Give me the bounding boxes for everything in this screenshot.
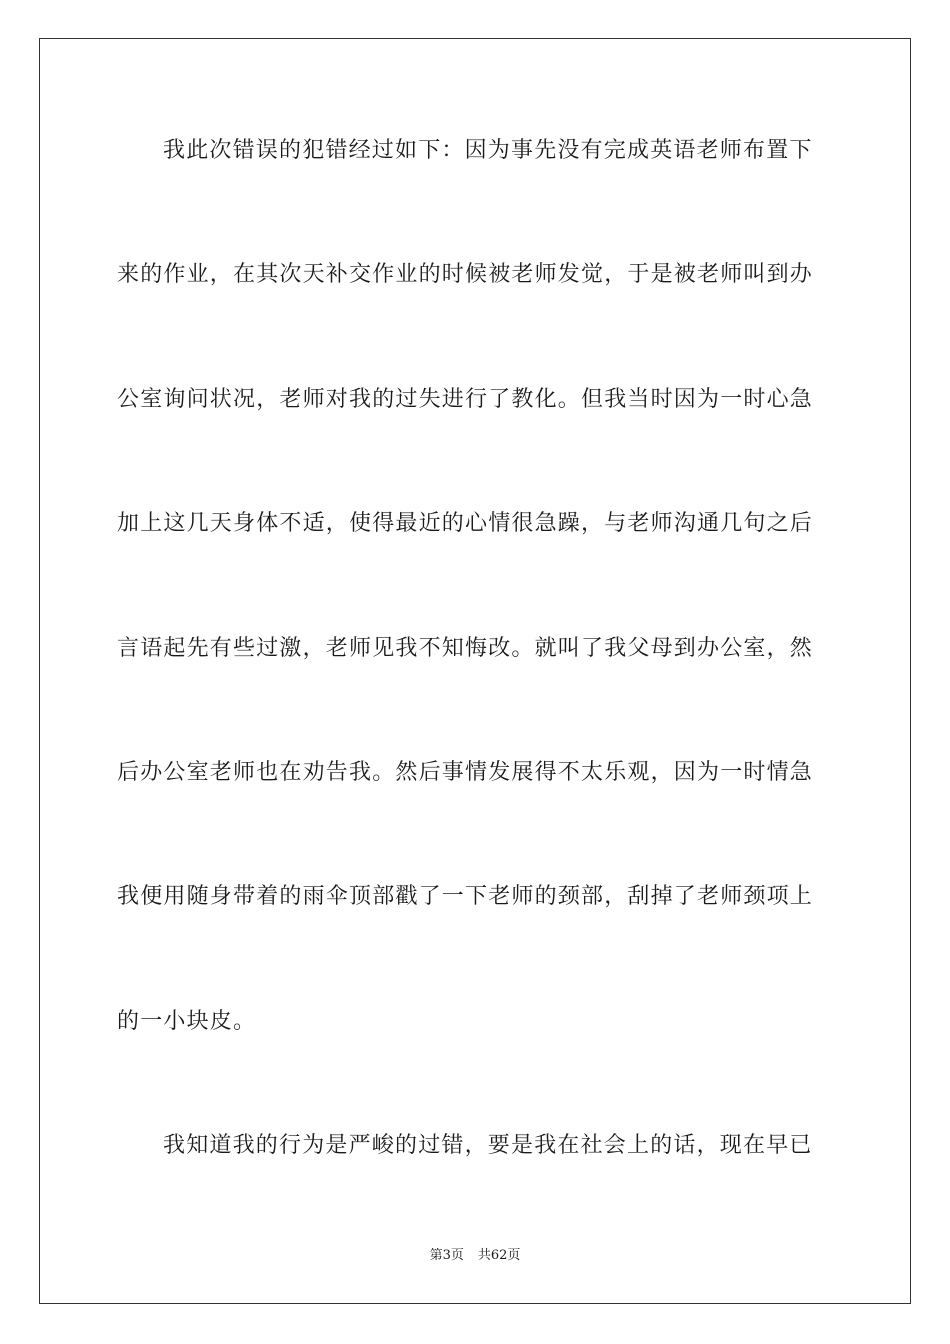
paragraph-1-line-4: 加上这几天身体不适，使得最近的心情很急躁，与老师沟通几句之后 [117,511,814,536]
paragraph-1-line-7: 我便用随身带着的雨伞顶部戳了一下老师的颈部，刮掉了老师颈项上 [117,884,814,909]
paragraph-2-line-1: 我知道我的行为是严峻的过错，要是我在社会上的话，现在早已 [163,1133,813,1158]
paragraph-1-line-3: 公室询问状况，老师对我的过失进行了教化。但我当时因为一时心急 [117,387,814,412]
page-total: 共62页 [477,1248,521,1263]
paragraph-1-line-2: 来的作业，在其次天补交作业的时候被老师发觉，于是被老师叫到办 [117,262,814,287]
paragraph-1-line-6: 后办公室老师也在劝告我。然后事情发展得不太乐观，因为一时情急 [117,760,814,785]
page-border [39,38,911,1304]
paragraph-1-line-1: 我此次错误的犯错经过如下：因为事先没有完成英语老师布置下 [163,138,813,163]
page-footer [0,1247,950,1265]
page-number: 第3页 [429,1248,464,1263]
paragraph-1-line-8: 的一小块皮。 [117,1009,257,1034]
paragraph-1-line-5: 言语起先有些过激，老师见我不知悔改。就叫了我父母到办公室，然 [117,636,814,661]
